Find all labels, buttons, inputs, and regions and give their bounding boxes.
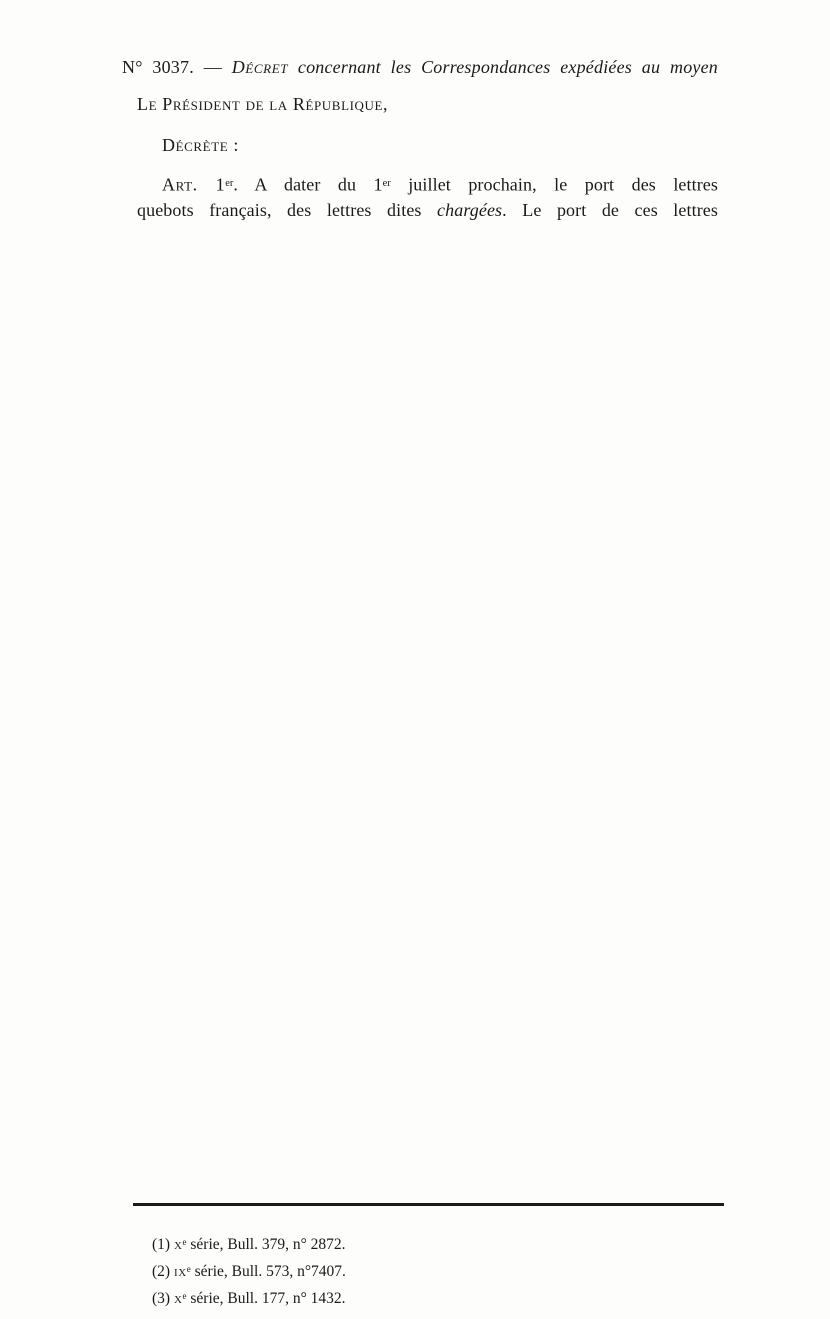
text-segment: e: [182, 1237, 187, 1247]
text-segment: Art. 1: [162, 174, 226, 195]
text-line: [152, 1257, 830, 1284]
text-segment: er: [382, 178, 391, 189]
text-segment: série, Bull. 573, n°7407.: [190, 1263, 346, 1281]
decree-title: [122, 54, 718, 81]
text-segment: Décret: [231, 57, 289, 77]
decree-body: [137, 92, 718, 223]
text-line: [152, 1230, 830, 1257]
text-segment: (2): [152, 1263, 174, 1281]
footnote-3: [152, 1284, 830, 1311]
article-1-paragraph: [137, 171, 718, 198]
text-segment: juillet prochain, le port des lettres: [390, 174, 719, 195]
decrete-heading: [137, 133, 718, 158]
footnote-divider: [133, 1203, 724, 1206]
text-line: [137, 171, 718, 198]
text-segment: Le Président de la République,: [137, 94, 389, 114]
text-segment: e: [182, 1291, 187, 1302]
text-line: [137, 198, 718, 223]
text-segment: . A dater du 1: [233, 174, 383, 195]
footnote-area: [0, 1203, 830, 1311]
text-segment: série, Bull. 177, n° 1432.: [186, 1290, 346, 1308]
footnote-1: [152, 1230, 830, 1257]
text-segment: N° 3037. —: [122, 57, 232, 77]
text-line: [137, 92, 718, 117]
text-segment: (1): [152, 1236, 174, 1254]
text-line: [137, 133, 718, 158]
text-segment: Décrète :: [162, 135, 240, 155]
text-segment: chargées: [437, 199, 503, 220]
text-segment: e: [186, 1264, 191, 1275]
page-content: [122, 54, 718, 231]
president-line: [137, 92, 718, 117]
text-segment: . Le port de ces lettres: [502, 199, 718, 220]
article-3-paragraph: [137, 198, 718, 223]
text-segment: quebots français, des lettres dites: [137, 199, 438, 220]
text-segment: er: [225, 178, 234, 189]
text-line: [122, 54, 718, 81]
text-segment: (3): [152, 1290, 174, 1308]
text-segment: x: [173, 1290, 183, 1308]
text-segment: ix: [173, 1263, 187, 1281]
footnote-2: [152, 1257, 830, 1284]
text-segment: concernant les Correspondances expédiées au moyen: [288, 57, 718, 77]
text-segment: série, Bull. 379, n° 2872.: [186, 1236, 346, 1254]
text-segment: x: [173, 1236, 183, 1254]
text-line: [152, 1284, 830, 1311]
footnotes-list: [152, 1230, 830, 1311]
